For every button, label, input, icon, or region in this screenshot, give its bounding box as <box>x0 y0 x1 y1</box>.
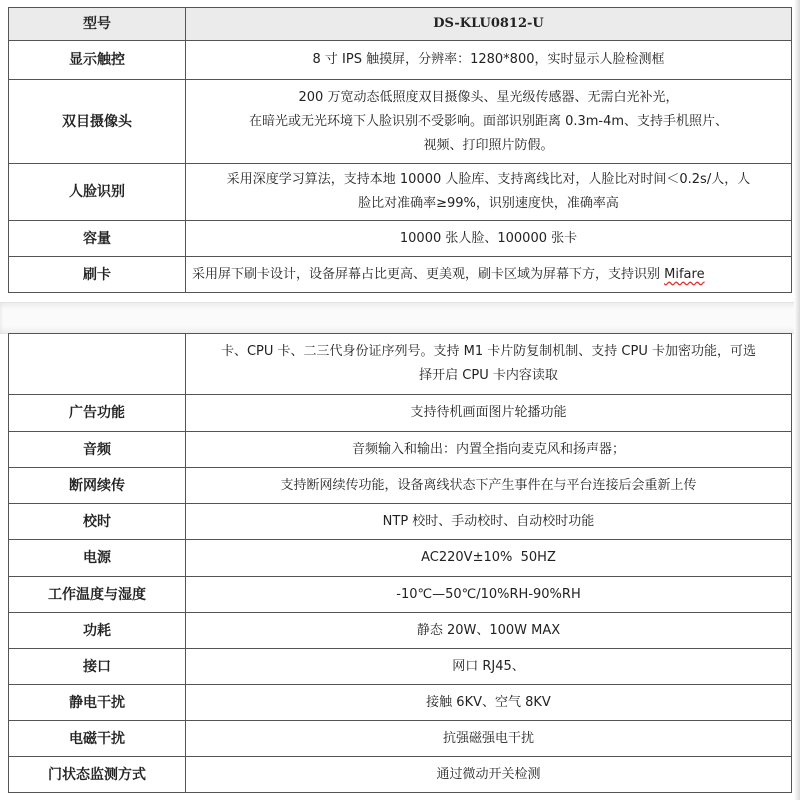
row-value: 抗强磁强电干扰 <box>186 721 792 757</box>
row-value: 音频输入和输出：内置全指向麦克风和扬声器； <box>186 432 792 468</box>
row-key: 电源 <box>9 540 186 577</box>
row-key: 双目摄像头 <box>9 80 186 164</box>
row-key: 人脸识别 <box>9 164 186 221</box>
row-value-text: 采用屏下刷卡设计，设备屏幕占比更高、更美观，刷卡区域为屏幕下方，支持识别 <box>192 266 665 282</box>
row-key: 容量 <box>9 221 186 257</box>
table-row <box>9 613 792 649</box>
row-key: 工作温度与湿度 <box>9 577 186 613</box>
table-row <box>9 334 792 395</box>
row-key: 静电干扰 <box>9 685 186 721</box>
table-row <box>9 721 792 757</box>
row-value: AC220V±10% 50HZ <box>186 540 792 577</box>
row-key: 电磁干扰 <box>9 721 186 757</box>
row-value-line: 择开启 CPU 卡内容读取 <box>419 368 558 383</box>
row-value: NTP 校时、手动校时、自动校时功能 <box>186 504 792 540</box>
row-value: 支持断网续传功能，设备离线状态下产生事件在与平台连接后会重新上传 <box>186 468 792 504</box>
table-row <box>9 649 792 685</box>
row-value <box>186 164 792 221</box>
row-key: 门状态监测方式 <box>9 757 186 793</box>
spellcheck-word: Mifare <box>664 266 705 282</box>
row-key <box>9 334 186 395</box>
row-value: 接触 6KV、空气 8KV <box>186 685 792 721</box>
scroll-edge-shadow <box>794 0 800 800</box>
row-value-line: 200 万宽动态低照度双目摄像头、星光级传感器、无需白光补光， <box>298 89 679 105</box>
table-row <box>9 468 792 504</box>
row-key: 功耗 <box>9 613 186 649</box>
spec-table-top <box>8 7 792 293</box>
row-value-line: 脸比对准确率≥99%，识别速度快，准确率高 <box>358 196 619 211</box>
row-value <box>186 257 792 293</box>
table-row <box>9 41 792 80</box>
row-value-line: 卡、CPU 卡、二三代身份证序列号。支持 M1 卡片防复制机制、支持 CPU 卡加密功能，可选 <box>220 344 756 359</box>
row-value-line: 采用深度学习算法，支持本地 10000 人脸库、支持离线比对，人脸比对时间＜0.2s/人，人 <box>226 172 751 187</box>
row-value <box>186 221 792 257</box>
row-key: 断网续传 <box>9 468 186 504</box>
row-value-line: 10000 张人脸、100000 张卡 <box>399 230 578 246</box>
table-row <box>9 757 792 793</box>
row-key: 接口 <box>9 649 186 685</box>
table-row <box>9 221 792 257</box>
header-model-cell: DS-KLU0812-U <box>186 8 792 41</box>
header-key-cell: 型号 <box>9 8 186 41</box>
table-row <box>9 257 792 293</box>
spec-table-bottom <box>8 333 792 793</box>
row-value <box>186 41 792 80</box>
row-value: 网口 RJ45、 <box>186 649 792 685</box>
row-value-line: 8 寸 IPS 触摸屏，分辨率：1280*800，实时显示人脸检测框 <box>312 52 665 67</box>
row-value <box>186 334 792 395</box>
row-key: 刷卡 <box>9 257 186 293</box>
row-value-line: 在暗光或无光环境下人脸识别不受影响。面部识别距离 0.3m-4m、支持手机照片、 <box>248 113 729 129</box>
row-value: -10℃—50℃/10%RH-90%RH <box>186 577 792 613</box>
table-row <box>9 432 792 468</box>
page-break-band <box>0 302 800 334</box>
row-value: 支持待机画面图片轮播功能 <box>186 395 792 432</box>
table-row <box>9 685 792 721</box>
row-value: 通过微动开关检测 <box>186 757 792 793</box>
table-row <box>9 540 792 577</box>
row-key: 音频 <box>9 432 186 468</box>
row-value-line: 视频、打印照片防假。 <box>423 137 554 153</box>
row-key: 显示触控 <box>9 41 186 80</box>
row-value: 静态 20W、100W MAX <box>186 613 792 649</box>
row-key: 校时 <box>9 504 186 540</box>
row-value <box>186 80 792 164</box>
table-row <box>9 504 792 540</box>
table-row <box>9 577 792 613</box>
table-row <box>9 80 792 164</box>
table-row <box>9 164 792 221</box>
table-row <box>9 395 792 432</box>
row-key: 广告功能 <box>9 395 186 432</box>
table-header-row <box>9 8 792 41</box>
